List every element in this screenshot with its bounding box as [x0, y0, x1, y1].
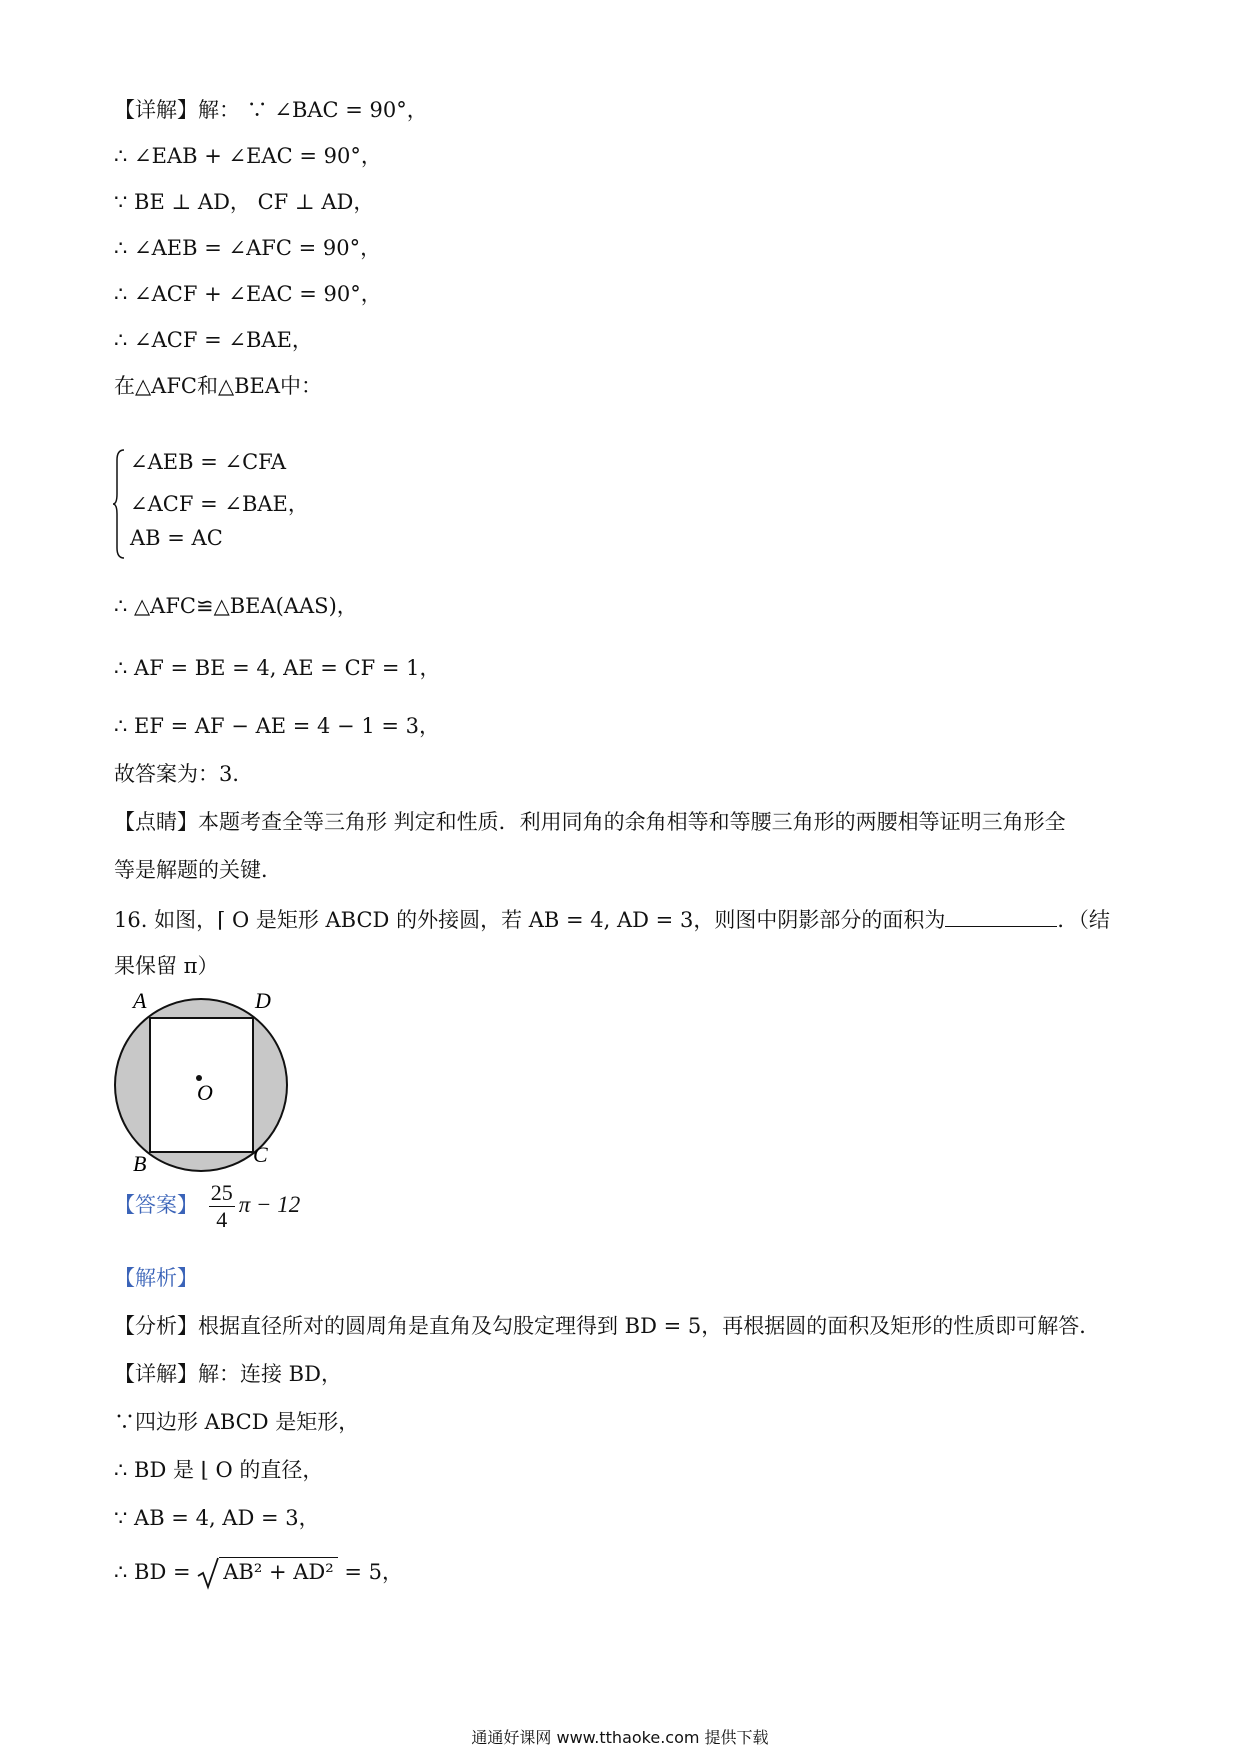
analysis-fenxi: 【分析】根据直径所对的圆周角是直角及勾股定理得到 BD = 5，再根据圆的面积及矩形的性质即可解答． — [114, 1314, 1101, 1338]
answer-rest: π − 12 — [238, 1192, 301, 1217]
label-a: A — [133, 988, 147, 1013]
answer-blank — [945, 906, 1057, 927]
system-eq-3: AB = AC — [130, 526, 223, 550]
analysis-detail-1: 【详解】解：连接 BD， — [114, 1362, 342, 1386]
detail-line-8: ∴ △AFC≌△BEA(AAS)， — [114, 594, 358, 618]
analysis-detail-5 — [114, 1556, 403, 1586]
sqrt-sign — [197, 1556, 219, 1590]
question-16-text: 16. 如图，⌈ O 是矩形 ABCD 的外接圆，若 AB = 4, AD = 3，则图中阴影部分的面积为 — [114, 908, 946, 932]
circle-rectangle-figure — [105, 985, 305, 1175]
sqrt-expression — [197, 1560, 337, 1584]
detail-line-11: 故答案为：3． — [114, 762, 254, 786]
detail-line-7: 在△AFC和△BEA中： — [114, 374, 323, 398]
label-d: D — [255, 988, 271, 1013]
page-footer: 通通好课网 www.tthaoke.com 提供下载 — [471, 1728, 769, 1747]
answer-line — [114, 1180, 300, 1233]
detail-line-3: ∵ BE ⊥ AD， CF ⊥ AD， — [114, 190, 375, 214]
analysis-detail-3: ∴ BD 是 ⌊ O 的直径， — [114, 1458, 324, 1482]
dianjing-line-1: 【点睛】本题考查全等三角形 判定和性质．利用同角的余角相等和等腰三角形的两腰相等证明三角形全 — [114, 810, 1066, 834]
analysis-tag: 【解析】 — [114, 1266, 198, 1290]
analysis-detail-2: ∵四边形 ABCD 是矩形， — [114, 1410, 360, 1434]
detail-line-6: ∴ ∠ACF = ∠BAE， — [114, 328, 313, 352]
question-16 — [114, 904, 1110, 934]
analysis-detail-4: ∵ AB = 4, AD = 3， — [114, 1506, 320, 1530]
detail-line-10: ∴ EF = AF − AE = 4 − 1 = 3， — [114, 714, 440, 738]
question-16-cont: 果保留 π） — [114, 954, 219, 978]
answer-fraction — [209, 1180, 235, 1233]
detail-line-1: 【详解】解： ∵ ∠BAC = 90°， — [114, 98, 428, 122]
dianjing-line-2: 等是解题的关键． — [114, 858, 282, 882]
detail-line-9: ∴ AF = BE = 4, AE = CF = 1， — [114, 656, 441, 680]
label-b: B — [133, 1151, 147, 1175]
detail-line-2: ∴ ∠EAB + ∠EAC = 90°， — [114, 144, 382, 168]
system-brace — [112, 448, 126, 560]
sqrt-radicand: AB² + AD² — [219, 1557, 337, 1584]
question-16-tail: ．（结 — [1057, 908, 1110, 932]
label-o: O — [197, 1080, 213, 1105]
system-eq-1: ∠AEB = ∠CFA — [130, 450, 287, 474]
system-eq-2: ∠ACF = ∠BAE， — [130, 492, 309, 516]
answer-denominator: 4 — [216, 1207, 228, 1232]
detail-line-5: ∴ ∠ACF + ∠EAC = 90°， — [114, 282, 382, 306]
label-c: C — [253, 1142, 268, 1167]
detail-line-4: ∴ ∠AEB = ∠AFC = 90°， — [114, 236, 382, 260]
bd-equals: ∴ BD = — [114, 1560, 191, 1584]
answer-numerator: 25 — [210, 1180, 233, 1205]
bd-result: = 5， — [344, 1560, 403, 1584]
answer-tag: 【答案】 — [114, 1193, 198, 1217]
